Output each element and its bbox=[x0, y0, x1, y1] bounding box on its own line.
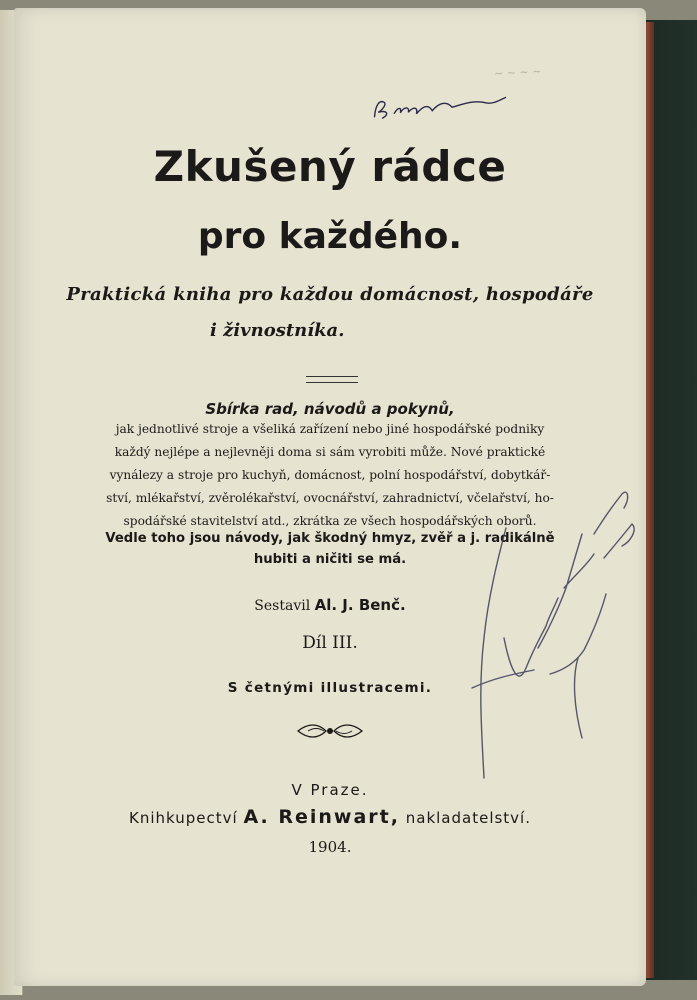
publisher-suffix: nakladatelství. bbox=[405, 809, 531, 827]
subtitle-line-2: i živnostníka. bbox=[210, 320, 345, 341]
collection-text-line: každý nejlépe a nejlevněji doma si sám vyrobiti může. Nové praktické bbox=[114, 445, 546, 459]
faint-pencil-note: ~ ~ ~ ~ bbox=[493, 64, 542, 81]
double-rule-divider bbox=[306, 376, 358, 383]
imprint-place: V Praze. bbox=[291, 781, 369, 799]
collection-text-line: vynálezy a stroje pro kuchyň, domácnost, polní hospodářství, dobytkář- bbox=[109, 468, 551, 482]
collection-text-line: spodářské stavitelství atd., zkrátka ze všech hospodářských oborů. bbox=[123, 514, 537, 528]
handwritten-signature-margin bbox=[454, 438, 644, 802]
collection-heading: Sbírka rad, návodů a pokynů, bbox=[205, 400, 455, 418]
publisher-name: A. Reinwart, bbox=[243, 806, 400, 828]
illustrations-note: S četnými illustracemi. bbox=[227, 680, 433, 696]
author-name: Al. J. Benč. bbox=[314, 596, 406, 614]
subtitle-line-1: Praktická kniha pro každou domácnost, hospodáře bbox=[66, 284, 594, 305]
pest-note-line-2: hubiti a ničiti se má. bbox=[253, 552, 407, 567]
volume-part: Díl III. bbox=[302, 633, 358, 653]
pest-note-line-1: Vedle toho jsou návody, jak škodný hmyz, zvěř a j. radikálně bbox=[105, 531, 555, 546]
imprint-publisher bbox=[14, 806, 646, 828]
title-page bbox=[14, 8, 646, 986]
book-title-line-1: Zkušený rádce bbox=[153, 142, 507, 191]
fleuron-ornament-icon bbox=[294, 720, 366, 746]
publisher-prefix: Knihkupectví bbox=[129, 809, 238, 827]
handwritten-signature-top bbox=[365, 85, 517, 129]
imprint-year: 1904. bbox=[308, 838, 352, 856]
book-title-line-2: pro každého. bbox=[197, 216, 463, 257]
collection-text-line: ství, mlékařství, zvěrolékařství, ovocnářství, zahradnictví, včelařství, ho- bbox=[106, 491, 554, 505]
collection-text-line: jak jednotlivé stroje a všeliká zařízení nebo jiné hospodářské podniky bbox=[115, 422, 545, 436]
compiled-by-label: Sestavil bbox=[254, 598, 311, 614]
